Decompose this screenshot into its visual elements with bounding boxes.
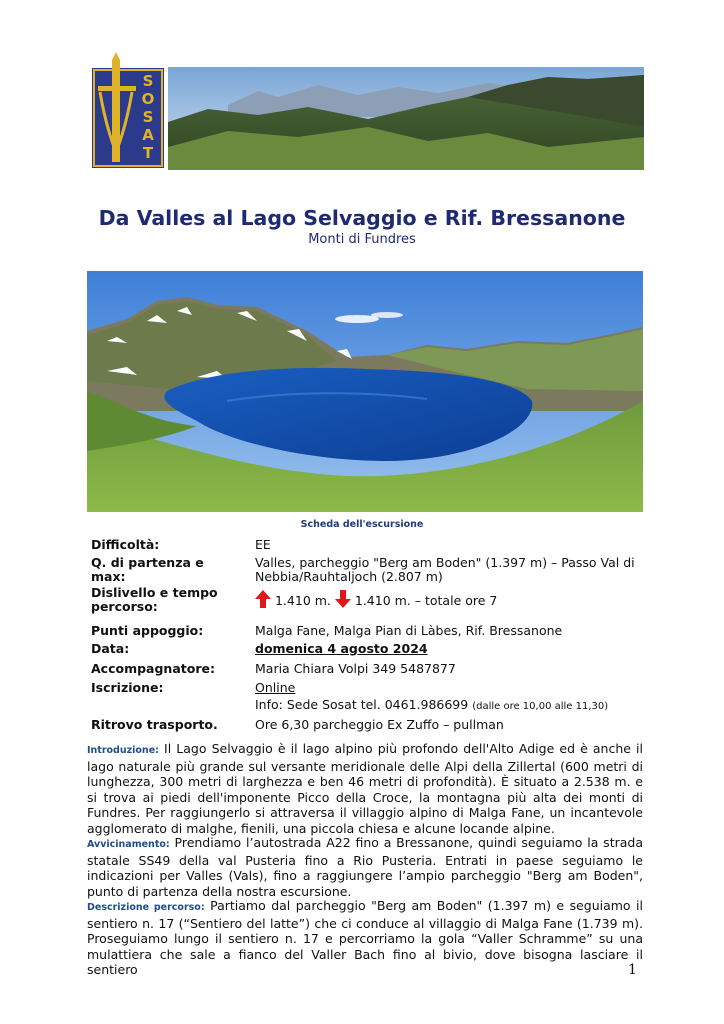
iscrizione-info [255,698,647,714]
sosat-logo [92,52,164,168]
punti-label: Punti appoggio: [91,623,204,638]
arrow-down-icon [335,590,351,608]
accompagnatore-value: Maria Chiara Volpi 349 5487877 [255,661,456,676]
intro-text: Il Lago Selvaggio è il lago alpino più profondo dell'Alto Adige ed è anche il lago naturale più grande sul versante meridionale delle Alpi della Zillertal (600 metri di lunghezza, 300 metri di larghezza e ben 46 metri di profondità). È situato a 2.538 m. e si trova ai piedi dell'imponente Picco della Croce, la montagna più alta dei monti di Fundres. Per raggiungerlo si attraversa il villaggio alpino di Malga Fane, un incantevole agglomerato di malghe, fienili, una piccola chiesa e alcune locande alpine. [87,741,643,836]
iscrizione-info-text: Info: Sede Sosat tel. 0461.986699 [255,697,469,712]
iscrizione-label: Iscrizione: [91,680,164,695]
quote-label-line1: Q. di partenza e [91,555,204,570]
dislivello-label-line1: Dislivello e tempo [91,585,218,600]
descrizione-heading: Descrizione percorso: [87,902,205,913]
dislivello-label-line2: percorso: [91,599,158,614]
logo-letter: A [142,126,154,144]
punti-value: Malga Fane, Malga Pian di Làbes, Rif. Bressanone [255,623,563,638]
data-value: domenica 4 agosto 2024 [255,641,428,656]
intro-paragraph [87,741,643,837]
lake-photo-image [87,271,643,512]
quote-label-line2: max: [91,569,126,584]
arrow-up-icon [255,590,271,608]
iscrizione-online-link[interactable]: Online [255,680,296,695]
logo-letter: T [142,144,154,162]
page-number: 1 [628,962,637,978]
descrizione-paragraph [87,898,643,978]
page-title: Da Valles al Lago Selvaggio e Rif. Bressanone [98,206,626,230]
logo-letter: S [142,72,154,90]
logo-letter: S [142,108,154,126]
difficolta-value: EE [255,537,271,552]
avvicinamento-paragraph [87,835,643,899]
dislivello-up: 1.410 m. [274,593,331,608]
sheet-caption: Scheda dell'escursione [300,519,424,530]
intro-heading: Introduzione: [87,745,159,756]
dislivello-value [255,590,647,608]
accompagnatore-label: Accompagnatore: [91,661,215,676]
dislivello-down: 1.410 m. – totale ore 7 [354,593,498,608]
descrizione-text: Partiamo dal parcheggio "Berg am Boden" (1.397 m) e seguiamo il sentiero n. 17 (“Sentiero del latte”) che ci conduce al villaggio di Malga Fane (1.739 m). Proseguiamo lungo il sentiero n. 17 e percorriamo la gola “Valler Schramme” su una mulattiera che sale a fianco del Valler Bach fino al bivio, dove bisogna lasciare il sentiero [87,898,643,978]
ritrovo-label: Ritrovo trasporto. [91,717,218,732]
avvicinamento-text: Prendiamo l’autostrada A22 fino a Bressanone, quindi seguiamo la strada statale SS49 della val Pusteria fino a Rio Pusteria. Entrati in paese seguiamo le indicazioni per Valles (Vals), fino a raggiungere l’ampio parcheggio "Berg am Boden", punto di partenza della nostra escursione. [87,835,643,899]
page-subtitle: Monti di Fundres [308,232,416,247]
quote-value-line1: Valles, parcheggio "Berg am Boden" (1.397 m) – Passo Val di [255,555,635,570]
ritrovo-value: Ore 6,30 parcheggio Ex Zuffo – pullman [255,717,504,732]
logo-letter: O [141,90,155,108]
quote-value-line2: Nebbia/Rauhtaljoch (2.807 m) [255,569,443,584]
iscrizione-orari: (dalle ore 10,00 alle 11,30) [472,701,609,712]
avvicinamento-heading: Avvicinamento: [87,839,170,850]
mountain-banner-image [168,67,644,170]
data-label: Data: [91,641,130,656]
difficolta-label: Difficoltà: [91,537,160,552]
